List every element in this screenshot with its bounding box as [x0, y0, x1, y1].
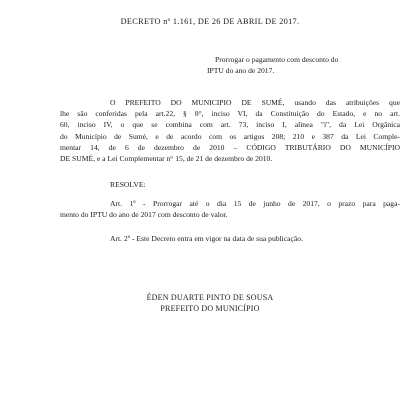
article-1 — [60, 198, 400, 220]
article-2-line-1: Art. 2º - Este Decreto entra em vigor na data de sua publicação. — [110, 234, 303, 243]
preamble-line-2: lhe são conferidas pela art.22, § 8°, inciso VI, da Constituição do Estado, e no art. — [60, 109, 400, 119]
signature-role: PREFEITO DO MUNICÍPIO — [160, 304, 260, 313]
ementa-line-1: Prorrogar o pagamento com desconto do — [215, 55, 339, 64]
article-1-line-2: mento do IPTU do ano de 2017 com desconto de valor. — [60, 210, 228, 220]
preamble-line-1: O PREFEITO DO MUNICIPIO DE SUMÉ, usando das atribuições que — [110, 98, 400, 107]
decree-ementa — [207, 54, 407, 76]
signature-name: ÉDEN DUARTE PINTO DE SOUSA — [146, 293, 274, 302]
article-1-line-1: Art. 1º - Prorrogar até o dia 15 de junho de 2017, o prazo para paga- — [110, 199, 400, 208]
ementa-line-2: IPTU do ano de 2017. — [207, 66, 275, 75]
preamble-paragraph — [60, 97, 400, 164]
resolve-heading: RESOLVE: — [110, 180, 146, 189]
article-2 — [60, 233, 400, 244]
preamble-line-6: DE SUMÉ, e a Lei Complementar n° 15, de 21 de dezembro de 2010. — [60, 154, 273, 164]
preamble-line-3: 60, inciso IV, o que se combina com art. 73, inciso I, alinea "i", da Lei Orgânica — [60, 120, 400, 130]
preamble-line-4: do Município de Sumé, e de acordo com os artigos 208; 210 e 387 da Lei Comple- — [60, 131, 400, 141]
preamble-line-5: mentar 14, de 6 de dezembro de 2010 – CÓDIGO TRIBUTÁRIO DO MUNICÍPIO — [60, 142, 400, 152]
decree-title: DECRETO nº 1.161, DE 26 DE ABRIL DE 2017. — [120, 17, 300, 26]
